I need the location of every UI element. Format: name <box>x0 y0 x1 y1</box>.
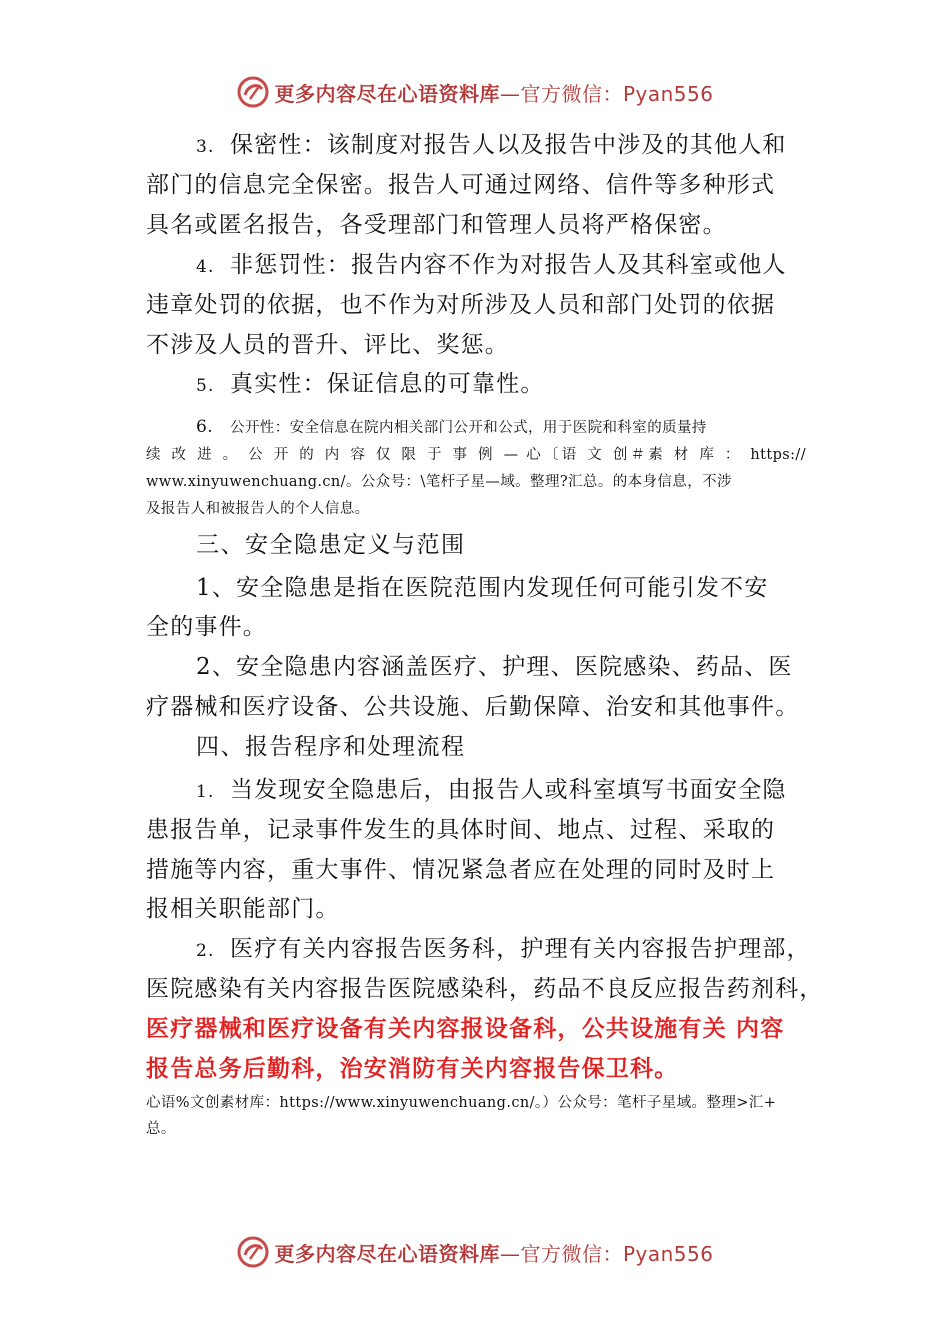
item3-line2: 部门的信息完全保密。报告人可通过网络、信件等多种形式 <box>146 172 776 198</box>
header-banner <box>0 70 950 114</box>
banner-text: 更多内容尽在心语资料库—官方微信：Pyan556 <box>274 1241 714 1266</box>
section4-heading: 四、报告程序和处理流程 <box>196 734 466 760</box>
item3-line3: 具名或匿名报告，各受理部门和管理人员将严格保密。 <box>146 212 727 238</box>
item6-line4: 及报告人和被报告人的个人信息。 <box>146 501 370 517</box>
s4-item2-red-line2: 报告总务后勤科，治安消防有关内容报告保卫科。 <box>146 1055 679 1082</box>
item3-line1: 3. 保密性：该制度对报告人以及报告中涉及的其他人和 <box>196 132 787 158</box>
s4-item2-line1: 2. 医疗有关内容报告医务科，护理有关内容报告护理部， <box>196 936 811 962</box>
item4-line3: 不涉及人员的晋升、评比、奖惩。 <box>146 332 509 358</box>
s4-item1-line4: 报相关职能部门。 <box>146 896 340 922</box>
banner-text: 更多内容尽在心语资料库—官方微信：Pyan556 <box>274 81 714 106</box>
item6-line2: 续 改 进 。 公 开 的 内 容 仅 限 于 事 例 — 心〔语 文 创＃素 材 库 ： https:// <box>146 447 806 463</box>
item6-line3: www.xinyuwenchuang.cn/。公众号：\笔杆子星—域。整理?汇总。的本身信息，不涉 <box>146 474 732 490</box>
brand-logo-icon <box>236 1235 270 1269</box>
footer-banner <box>0 1230 950 1274</box>
s3-item1-line2: 全的事件。 <box>146 614 267 640</box>
s4-item2-red-line1: 医疗器械和医疗设备有关内容报设备科，公共设施有关 内容 <box>146 1015 785 1042</box>
footer-note-line2: 总。 <box>146 1121 176 1137</box>
s3-item2-line1: 2、安全隐患内容涵盖医疗、护理、医院感染、药品、医 <box>196 654 793 680</box>
s3-item2-line2: 疗器械和医疗设备、公共设施、后勤保障、治安和其他事件。 <box>146 694 800 720</box>
s3-item1-line1: 1、安全隐患是指在医院范围内发现任何可能引发不安 <box>196 575 769 601</box>
brand-logo-icon <box>236 75 270 109</box>
item5-line1: 5. 真实性：保证信息的可靠性。 <box>196 371 545 397</box>
s4-item2-line2: 医院感染有关内容报告医院感染科，药品不良反应报告药剂科， <box>146 976 824 1002</box>
item4-line2: 违章处罚的依据，也不作为对所涉及人员和部门处罚的依据 <box>146 292 776 318</box>
item4-line1: 4. 非惩罚性：报告内容不作为对报告人及其科室或他人 <box>196 252 787 278</box>
footer-note-line1: 心语%文创素材库：https://www.xinyuwenchuang.cn/。）公众号：笔杆子星域。整理>汇+ <box>146 1095 777 1111</box>
s4-item1-line1: 1. 当发现安全隐患后，由报告人或科室填写书面安全隐 <box>196 777 787 803</box>
section3-heading: 三、安全隐患定义与范围 <box>196 532 466 558</box>
s4-item1-line3: 措施等内容，重大事件、情况紧急者应在处理的同时及时上 <box>146 857 776 883</box>
s4-item1-line2: 患报告单，记录事件发生的具体时间、地点、过程、采取的 <box>146 817 776 843</box>
item6-line1: 6. 公开性：安全信息在院内相关部门公开和公式，用于医院和科室的质量持 <box>196 417 707 437</box>
